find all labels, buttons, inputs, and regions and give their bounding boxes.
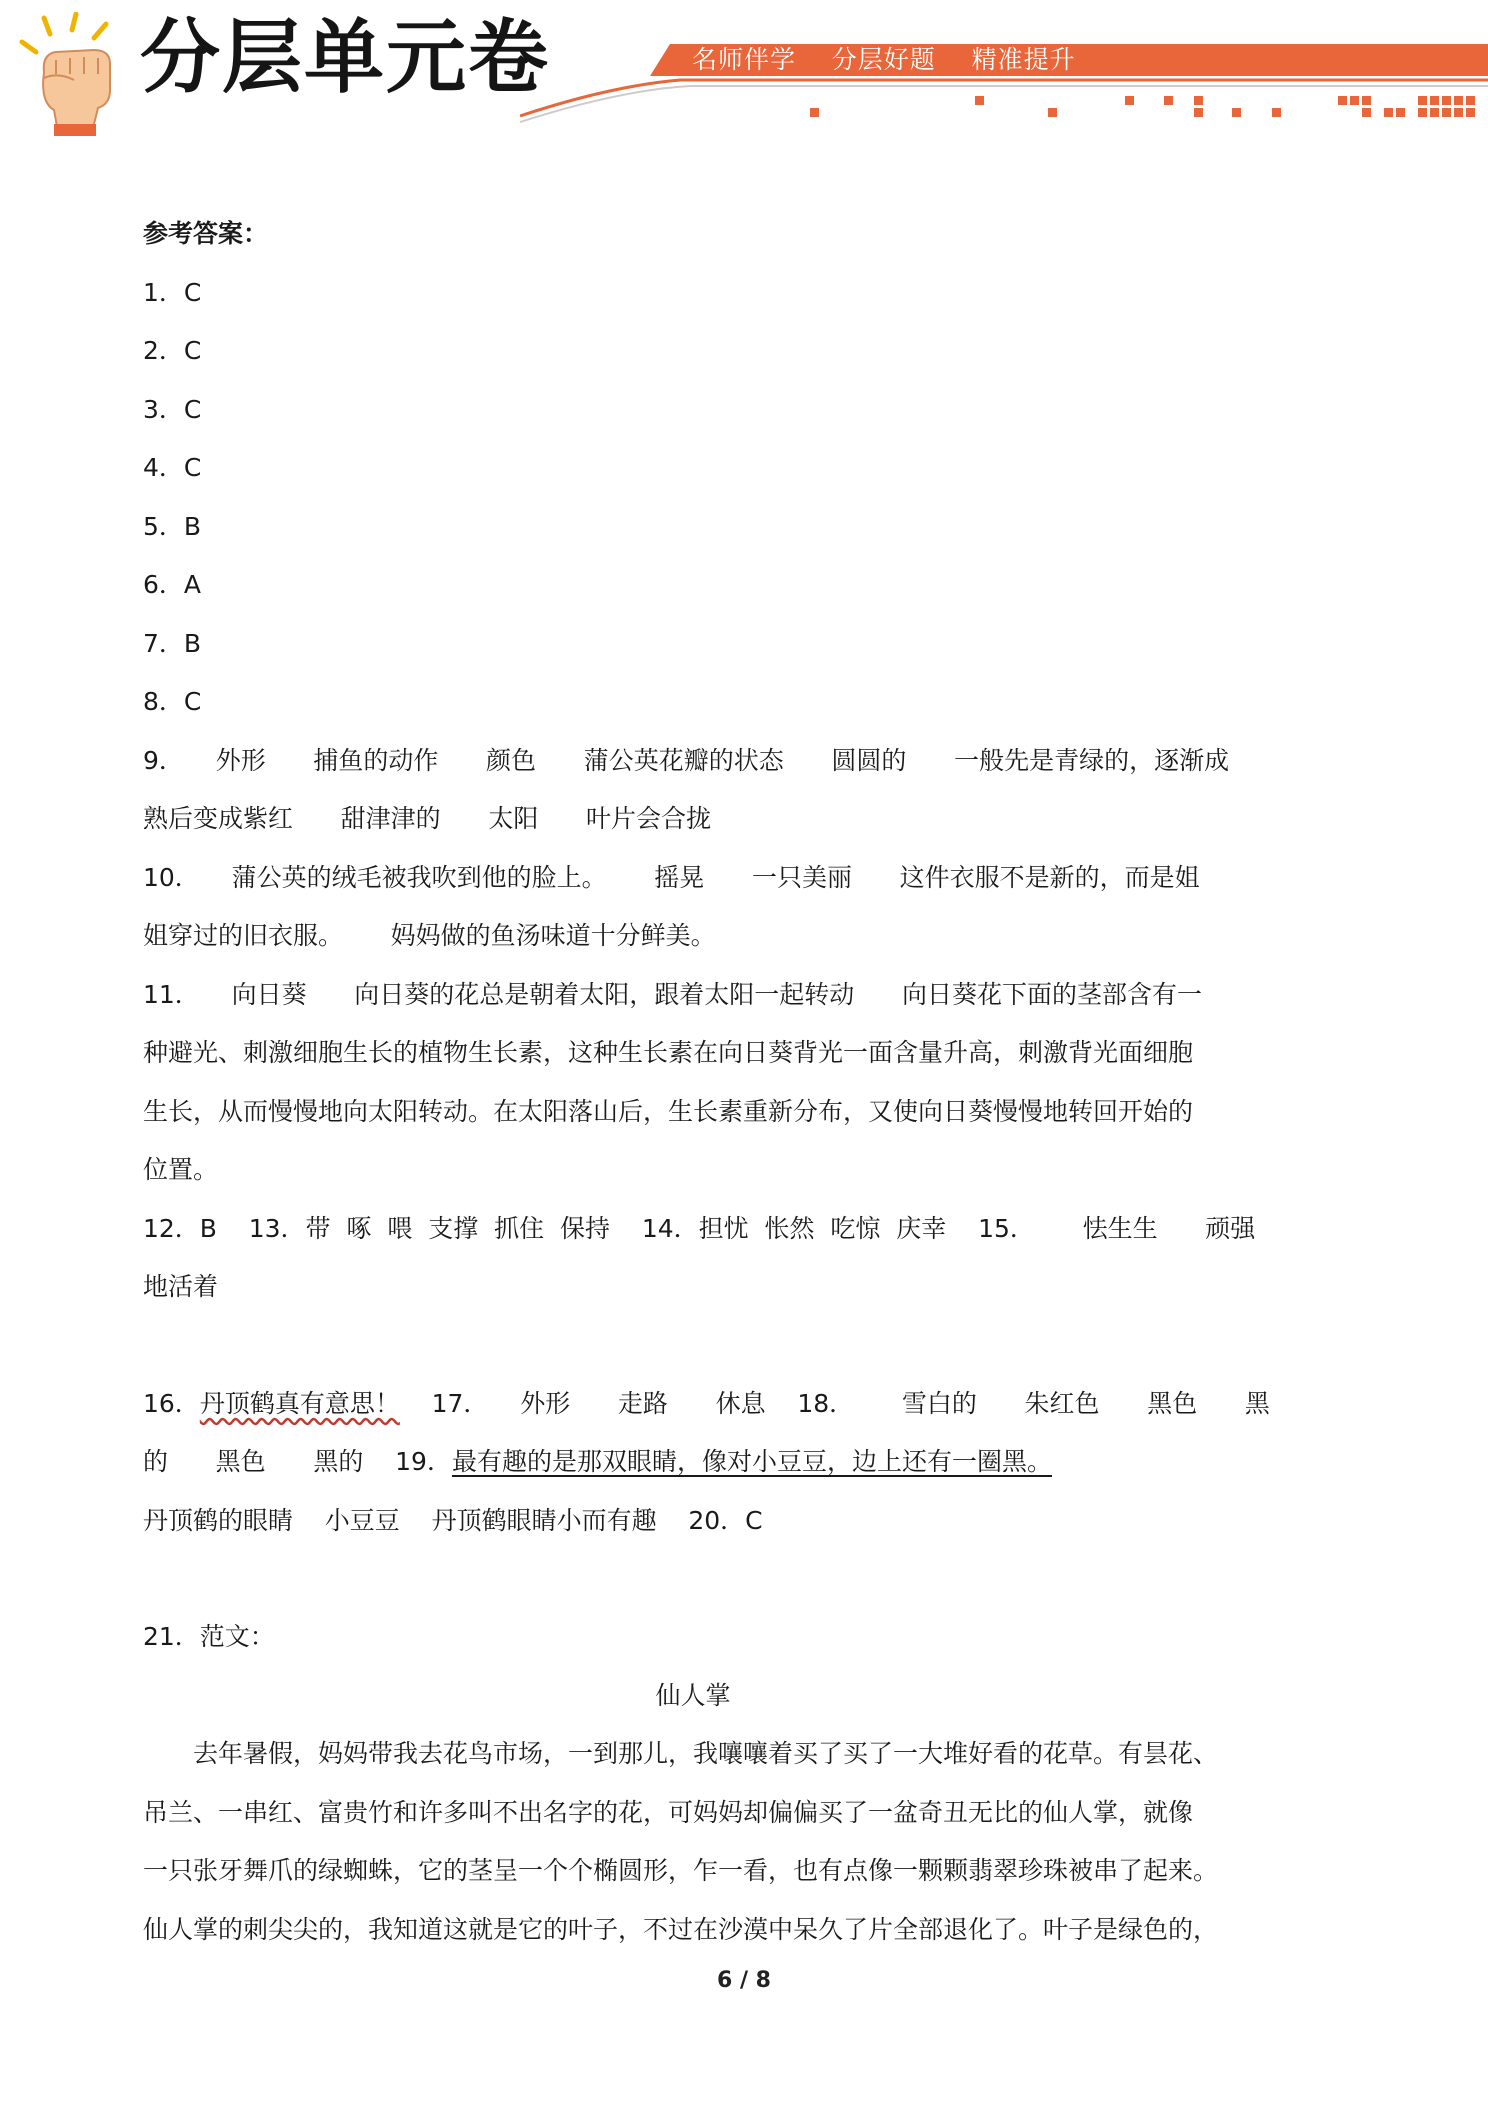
answer-item: 2．C bbox=[143, 336, 202, 365]
answer-item: 3．C bbox=[143, 394, 202, 424]
answer-17-18-text: 17． 外形 走路 休息 18． 雪白的 朱红色 黑色 黑 bbox=[399, 1388, 1270, 1418]
essay-line: 吊兰、一串红、富贵竹和许多叫不出名字的花，可妈妈却偏偏买了一盆奇丑无比的仙人掌，就像 bbox=[143, 1797, 1194, 1827]
spacer bbox=[143, 1550, 1243, 1608]
answer-19-20-line: 丹顶鹤的眼睛 小豆豆 丹顶鹤眼睛小而有趣 20．C bbox=[143, 1505, 763, 1535]
answer-10-line: 10． 蒲公英的绒毛被我吹到他的脸上。 摇晃 一只美丽 这件衣服不是新的，而是姐 bbox=[143, 862, 1200, 892]
essay-line: 仙人掌的刺尖尖的，我知道这就是它的叶子，不过在沙漠中呆久了片全部退化了。叶子是绿色的， bbox=[143, 1914, 1219, 1944]
answer-item: 1．C bbox=[143, 277, 202, 307]
answer-item: 5．B bbox=[143, 511, 202, 541]
spacer bbox=[143, 1317, 1243, 1375]
answer-item: 6．A bbox=[143, 570, 202, 599]
essay-line: 一只张牙舞爪的绿蜘蛛，它的茎呈一个个椭圆形，乍一看，也有点像一颗颗翡翠珍珠被串了起来。 bbox=[143, 1856, 1219, 1885]
answer-item: 8．C bbox=[143, 687, 202, 716]
answer-21-heading: 21．范文： bbox=[143, 1622, 275, 1651]
answer-18-19-text: 的 黑色 黑的 19． bbox=[143, 1447, 452, 1476]
answer-16-label: 16． bbox=[143, 1388, 200, 1418]
answer-10-line: 姐穿过的旧衣服。 妈妈做的鱼汤味道十分鲜美。 bbox=[143, 921, 716, 950]
brand-title: 分层单元卷 bbox=[140, 11, 550, 104]
answer-19-line bbox=[143, 1433, 1243, 1492]
header-slogan: 名师伴学 分层好题 精准提升 bbox=[692, 45, 1076, 74]
answer-9-line: 9． 外形 捕鱼的动作 颜色 蒲公英花瓣的状态 圆圆的 一般先是青绿的，逐渐成 bbox=[143, 745, 1230, 775]
answer-11-line: 种避光、刺激细胞生长的植物生长素，这种生长素在向日葵背光一面含量升高，刺激背光面细胞 bbox=[143, 1038, 1194, 1067]
answer-item: 7．B bbox=[143, 628, 202, 658]
answers-heading: 参考答案： bbox=[143, 219, 269, 248]
answer-item: 4．C bbox=[143, 453, 202, 482]
answer-11-line: 11． 向日葵 向日葵的花总是朝着太阳，跟着太阳一起转动 向日葵花下面的茎部含有一 bbox=[143, 979, 1202, 1009]
answer-12-15-line: 地活着 bbox=[143, 1272, 219, 1301]
answer-16-text: 丹顶鹤真有意思！ bbox=[199, 1388, 400, 1418]
page-header bbox=[0, 0, 1488, 140]
essay-title: 仙人掌 bbox=[655, 1680, 731, 1710]
page-number: 6 / 8 bbox=[717, 1968, 771, 1993]
answer-content bbox=[143, 205, 1270, 1959]
essay-line: 去年暑假，妈妈带我去花鸟市场，一到那儿，我嚷嚷着买了买了一大堆好看的花草。有昙花、 bbox=[193, 1739, 1219, 1768]
answer-19-text: 最有趣的是那双眼睛，像对小豆豆，边上还有一圈黑。 bbox=[451, 1447, 1052, 1476]
answer-11-line: 生长，从而慢慢地向太阳转动。在太阳落山后，生长素重新分布，又使向日葵慢慢地转回开始的 bbox=[143, 1096, 1194, 1126]
answer-16-18-line bbox=[143, 1375, 1270, 1434]
answer-11-line: 位置。 bbox=[143, 1155, 219, 1184]
header-accent-lines bbox=[520, 76, 1488, 136]
answer-12-15-line: 12．B 13．带 啄 喂 支撑 抓住 保持 14．担忧 怅然 吃惊 庆幸 15． 怯生生 顽强 bbox=[143, 1213, 1256, 1243]
answer-9-line: 熟后变成紫红 甜津津的 太阳 叶片会合拢 bbox=[143, 804, 712, 833]
fist-icon bbox=[14, 12, 129, 137]
